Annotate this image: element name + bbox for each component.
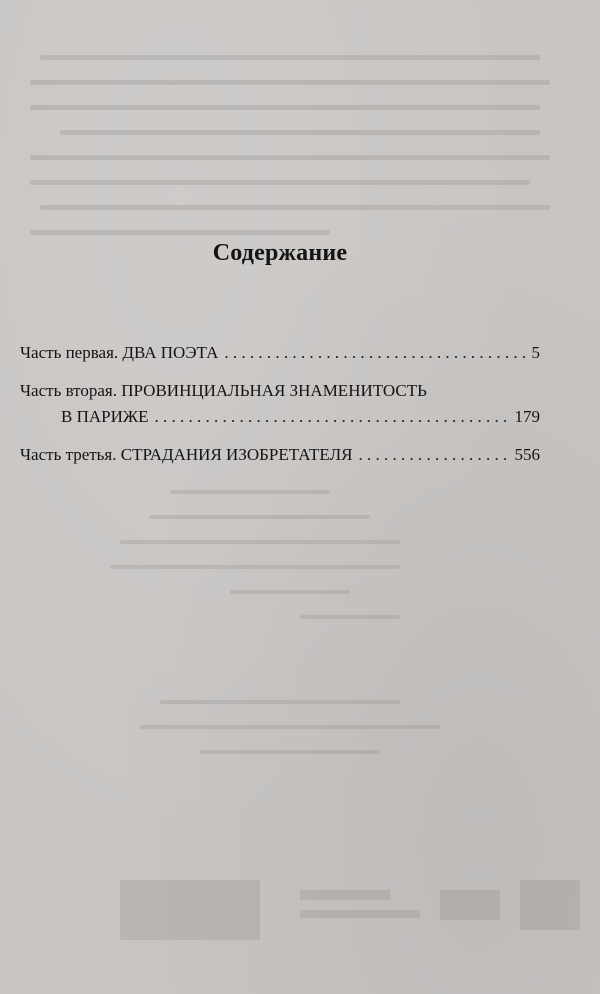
toc-line-continued (20, 404, 540, 430)
dot-leader (155, 404, 511, 430)
toc-entry-title: Часть вторая. ПРОВИНЦИАЛЬНАЯ ЗНАМЕНИТОСТЬ (20, 381, 427, 400)
toc-entry-title: Часть третья. СТРАДАНИЯ ИЗОБРЕТАТЕЛЯ (20, 445, 353, 464)
dot-leader (224, 340, 527, 366)
page-title: Содержание (212, 240, 348, 266)
toc-entry-part-one[interactable] (20, 340, 540, 366)
toc-line (20, 378, 540, 404)
toc-entry-part-three[interactable] (20, 442, 540, 468)
toc-page-number: 5 (531, 343, 540, 362)
toc-page-number: 556 (514, 445, 540, 464)
toc-line (20, 340, 540, 366)
table-of-contents (20, 340, 540, 480)
toc-entry-part-two[interactable] (20, 378, 540, 430)
toc-page-number: 179 (514, 407, 540, 426)
toc-entry-title-continued: В ПАРИЖЕ (61, 407, 149, 426)
toc-entry-title: Часть первая. ДВА ПОЭТА (20, 343, 219, 362)
toc-line (20, 442, 540, 468)
dot-leader (358, 442, 510, 468)
